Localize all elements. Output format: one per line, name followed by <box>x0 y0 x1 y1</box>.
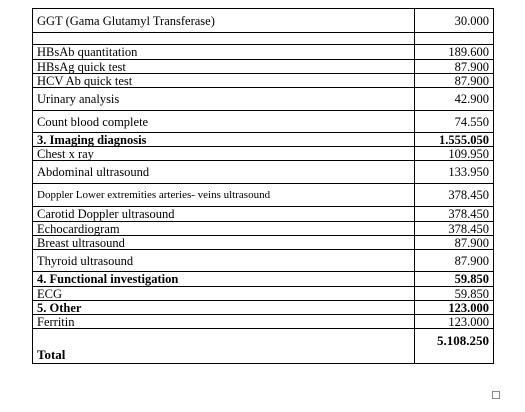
section-label: 4. Functional investigation <box>33 272 415 287</box>
total-label: Total <box>33 329 415 364</box>
section-row <box>33 133 494 147</box>
item-label: Count blood complete <box>33 111 415 133</box>
table-row <box>33 60 494 74</box>
section-value: 1.555.050 <box>414 133 493 147</box>
item-value: 87.900 <box>414 74 493 88</box>
item-value: 378.450 <box>414 207 493 222</box>
item-value: 87.900 <box>414 250 493 272</box>
item-value: 59.850 <box>414 287 493 301</box>
cost-table <box>32 8 494 364</box>
table-row-spacer <box>33 33 494 45</box>
section-row <box>33 272 494 287</box>
item-value: 109.950 <box>414 147 493 161</box>
item-value: 189.600 <box>414 45 493 60</box>
section-value: 123.000 <box>414 301 493 315</box>
item-value: 123.000 <box>414 315 493 329</box>
item-label: Ferritin <box>33 315 415 329</box>
total-row <box>33 329 494 364</box>
table-row <box>33 111 494 133</box>
item-label: Thyroid ultrasound <box>33 250 415 272</box>
item-value: 87.900 <box>414 236 493 250</box>
item-label: Breast ultrasound <box>33 236 415 250</box>
table-row <box>33 222 494 236</box>
table-row <box>33 74 494 88</box>
item-value: 30.000 <box>414 9 493 33</box>
item-label: Doppler Lower extremities arteries- veins ultrasound <box>33 184 415 207</box>
table-row <box>33 88 494 111</box>
section-label: 5. Other <box>33 301 415 315</box>
table-row <box>33 161 494 184</box>
item-value: 42.900 <box>414 88 493 111</box>
table-row <box>33 147 494 161</box>
table-row <box>33 45 494 60</box>
item-value: 378.450 <box>414 222 493 236</box>
total-value: 5.108.250 <box>414 329 493 364</box>
table-row <box>33 315 494 329</box>
table-resize-handle[interactable] <box>492 391 500 399</box>
empty-cell <box>414 33 493 45</box>
item-label: HBsAb quantitation <box>33 45 415 60</box>
section-label: 3. Imaging diagnosis <box>33 133 415 147</box>
item-value: 74.550 <box>414 111 493 133</box>
item-value: 133.950 <box>414 161 493 184</box>
empty-cell <box>33 33 415 45</box>
item-label: Echocardiogram <box>33 222 415 236</box>
item-label: Urinary analysis <box>33 88 415 111</box>
table-row <box>33 287 494 301</box>
item-label: Abdominal ultrasound <box>33 161 415 184</box>
table-row <box>33 250 494 272</box>
item-label: ECG <box>33 287 415 301</box>
item-value: 87.900 <box>414 60 493 74</box>
item-label: GGT (Gama Glutamyl Transferase) <box>33 9 415 33</box>
table-row <box>33 184 494 207</box>
item-label: HBsAg quick test <box>33 60 415 74</box>
item-label: Chest x ray <box>33 147 415 161</box>
table-row <box>33 236 494 250</box>
item-label: Carotid Doppler ultrasound <box>33 207 415 222</box>
item-label: HCV Ab quick test <box>33 74 415 88</box>
table-row <box>33 207 494 222</box>
section-value: 59.850 <box>414 272 493 287</box>
item-value: 378.450 <box>414 184 493 207</box>
section-row <box>33 301 494 315</box>
table-row <box>33 9 494 33</box>
